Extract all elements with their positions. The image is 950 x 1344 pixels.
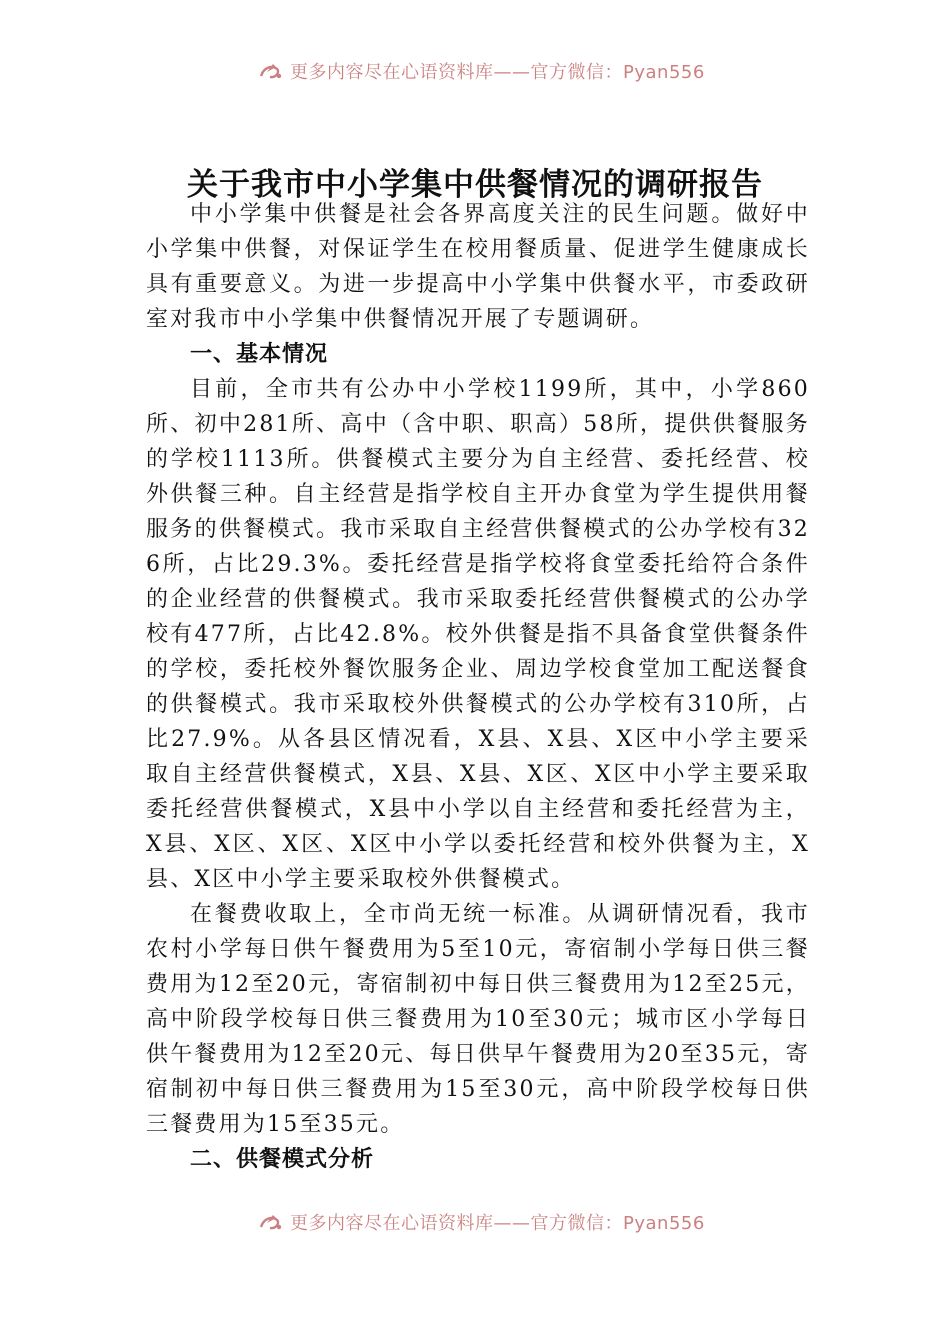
- brand-logo-icon: [258, 1212, 284, 1232]
- footer-watermark: [0, 1208, 950, 1240]
- section-heading-supply-model-analysis: 二、供餐模式分析: [190, 1147, 375, 1172]
- basic-situation-paragraph: 目前，全市共有公办中小学校1199所，其中，小学860所、初中281所、高中（含中职、职高）58所，提供供餐服务的学校1113所。供餐模式主要分为自主经营、委托经营、校外供餐三种。自主经营是指学校自主开办食堂为学生提供用餐服务的供餐模式。我市采取自主经营供餐模式的公办学校有326所，占比29.3%。委托经营是指学校将食堂委托给符合条件的企业经营的供餐模式。我市采取委托经营供餐模式的公办学校有477所，占比42.8%。校外供餐是指不具备食堂供餐条件的学校，委托校外餐饮服务企业、周边学校食堂加工配送餐食的供餐模式。我市采取校外供餐模式的公办学校有310所，占比27.9%。从各县区情况看，X县、X县、X区中小学主要采取自主经营供餐模式，X县、X县、X区、X区中小学主要采取委托经营供餐模式，X县中小学以自主经营和委托经营为主，X县、X区、X区、X区中小学以委托经营和校外供餐为主，X县、X区中小学主要采取校外供餐模式。: [146, 377, 810, 892]
- intro-paragraph: 中小学集中供餐是社会各界高度关注的民生问题。做好中小学集中供餐，对保证学生在校用餐质量、促进学生健康成长具有重要意义。为进一步提高中小学集中供餐水平，市委政研室对我市中小学集中供餐情况开展了专题调研。: [146, 202, 810, 332]
- header-watermark: [0, 52, 950, 84]
- brand-logo-icon: [258, 61, 284, 81]
- watermark-text: 更多内容尽在心语资料库——官方微信：Pyan556: [290, 1213, 705, 1234]
- document-title: 关于我市中小学集中供餐情况的调研报告: [187, 166, 763, 203]
- section-heading-basic-situation: 一、基本情况: [190, 342, 329, 367]
- meal-fee-paragraph: 在餐费收取上，全市尚无统一标准。从调研情况看，我市农村小学每日供午餐费用为5至10元，寄宿制小学每日供三餐费用为12至20元，寄宿制初中每日供三餐费用为12至25元，高中阶段学校每日供三餐费用为10至30元；城市区小学每日供午餐费用为12至20元、每日供早午餐费用为20至35元，寄宿制初中每日供三餐费用为15至30元，高中阶段学校每日供三餐费用为15至35元。: [146, 902, 810, 1137]
- watermark-text: 更多内容尽在心语资料库——官方微信：Pyan556: [290, 62, 705, 83]
- document-body: [146, 197, 810, 1177]
